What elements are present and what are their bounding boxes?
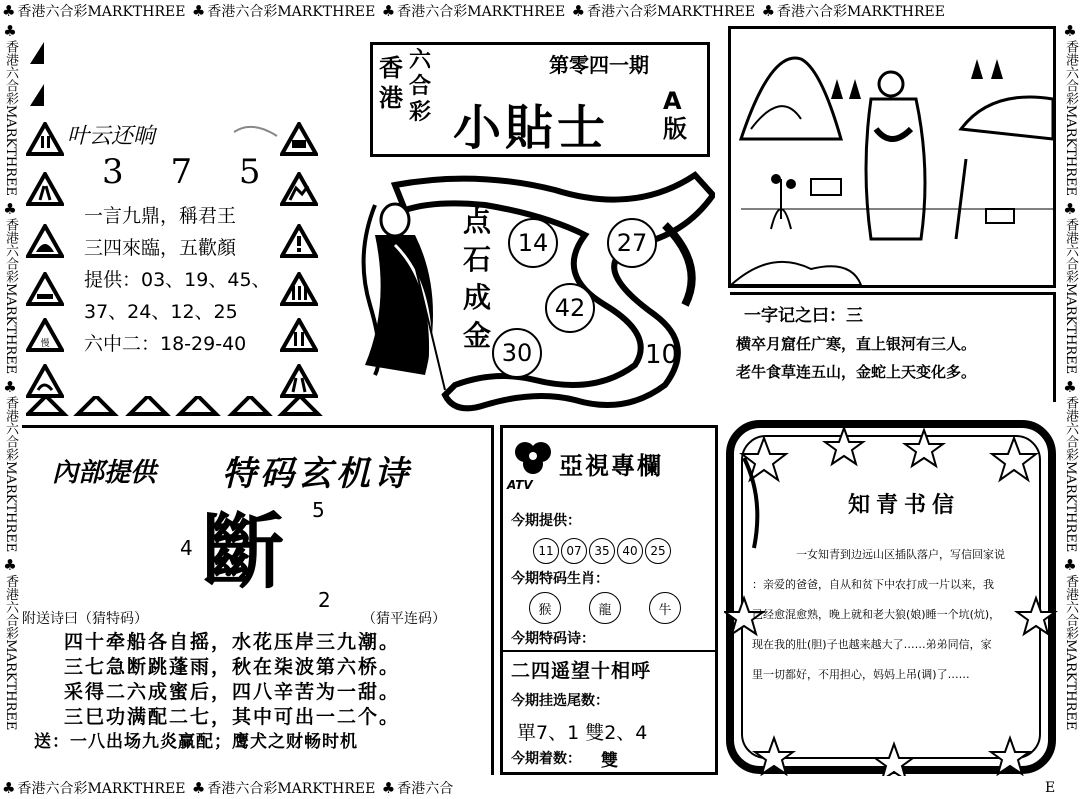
svg-text:慢: 慢 [40, 339, 50, 349]
letter-panel [724, 418, 1058, 776]
poem-lines [34, 630, 400, 755]
tips-panel [22, 24, 322, 419]
golden-stone-title: 点 石 成 金 [463, 205, 492, 352]
poem-big-char: 斷 [202, 505, 285, 600]
edition-label: A版 [663, 87, 687, 143]
letter-title: 知青书信 [848, 493, 961, 518]
tips-line: 提供：03、19、45、 [84, 269, 271, 291]
club-icon: ♣ [761, 2, 776, 20]
atv-tail-values: 單7、1 雙2、4 [517, 722, 648, 744]
tips-line: 六中二：18-29-40 [84, 333, 247, 355]
tips-lines [84, 200, 271, 360]
zodiac-badge: 猴 [529, 592, 561, 624]
poem-line: 三七急断跳蓬雨，秋在柒波第六桥。 [64, 656, 401, 678]
border-text: 香港六合彩MARKTHREE [1063, 396, 1078, 553]
poem-header-left: 內部提供 [52, 458, 157, 488]
lucky-number-circle: 27 [607, 218, 657, 268]
border-bottom [0, 777, 1080, 799]
border-text: 香港六合彩MARKTHREE [3, 574, 18, 731]
one-word-line: 横卒月窟任广寒，直上银河有三人。 [736, 335, 977, 353]
club-icon: ♣ [1, 200, 19, 219]
club-icon: ♣ [1, 556, 19, 575]
border-text: 香港六合彩MARKTHREE [3, 396, 18, 553]
border-text: 香港六合彩MARKTHREE [207, 4, 376, 20]
club-icon: ♣ [1, 378, 19, 397]
letter-line: 已经愈混愈熟，晚上就和老大狼(娘)睡一个坑(炕)， [752, 608, 1001, 621]
club-icon: ♣ [191, 2, 206, 20]
golden-stone-panel [335, 165, 715, 420]
narrow-road-sign-icon [26, 122, 64, 156]
handwritten-title: 叶云还晌 [67, 124, 156, 149]
lucky-number-circle: 14 [508, 218, 558, 268]
lucky-number: 10 [645, 340, 679, 370]
exclamation-sign-icon [280, 224, 318, 258]
letter-line: ：亲爱的爸爸，自从和贫下中农打成一片以来，我 [752, 578, 994, 591]
border-text: 香港六合彩MARKTHREE [1063, 218, 1078, 375]
provide-number: 35 [589, 538, 615, 564]
border-text: 香港六合彩MARKTHREE [1063, 574, 1078, 731]
atv-zodiacs [529, 592, 709, 624]
one-word-title: 一字记之曰：三 [744, 306, 863, 326]
tips-line: 一言九鼎，稱君王 [84, 205, 237, 227]
letter-line: 一女知青到边远山区插队落户，写信回家说 [796, 548, 1005, 561]
border-top [0, 0, 1080, 22]
border-text: 香港六合彩MARKTHREE [3, 218, 18, 375]
lane-sign-icon [280, 364, 318, 398]
border-text: 香港六合彩MARKTHREE [17, 781, 186, 797]
river-illustration [335, 165, 715, 420]
border-text: 香港六合彩MARKTHREE [3, 40, 18, 196]
provide-number: 11 [533, 538, 559, 564]
traffic-car-sign-icon [280, 122, 318, 156]
club-icon: ♣ [2, 2, 16, 20]
poem-caption-left: 附送诗曰（猜特码） [22, 611, 148, 627]
border-text: 香港六合彩MARKTHREE [1063, 40, 1078, 196]
lucky-number-circle: 42 [545, 283, 595, 333]
corner-letter: E [1045, 780, 1056, 796]
border-left [0, 22, 20, 777]
club-icon: ♣ [1061, 556, 1079, 575]
club-icon: ♣ [1, 22, 19, 40]
poem-number: 4 [180, 536, 193, 560]
partial-sign-icon [26, 34, 66, 114]
atv-logo-text: ATV [507, 478, 533, 492]
lane-split-sign-icon [280, 318, 318, 352]
masthead-title: 小貼士 [453, 100, 610, 156]
poem-number: 5 [312, 498, 325, 522]
poem-line: 四十牵船各自摇，水花压岸三九潮。 [64, 631, 401, 653]
one-word-line: 老牛食草连五山，金蛇上天变化多。 [736, 363, 977, 381]
tips-line: 37、24、12、25 [84, 301, 238, 323]
one-word-panel [730, 292, 1056, 402]
poem-header-right: 特码玄机诗 [222, 454, 412, 494]
masthead [370, 42, 710, 157]
atv-poem: 二四遥望十相呼 [511, 660, 652, 682]
atv-poem-label: 今期特码诗： [511, 631, 595, 647]
poem-panel [22, 425, 494, 775]
atv-provide-label: 今期提供： [511, 513, 581, 529]
club-icon: ♣ [1061, 378, 1079, 397]
club-icon: ♣ [191, 779, 206, 797]
letter-line: 里一切都好，不用担心，妈妈上吊(调)了…… [752, 668, 970, 681]
hill-sign-icon [26, 272, 64, 306]
tunnel-sign-icon [280, 172, 318, 206]
scene-illustration-panel [728, 26, 1056, 288]
warrior-illustration [731, 29, 1053, 285]
lucky-number-circle: 30 [492, 328, 542, 378]
provide-number: 07 [561, 538, 587, 564]
atv-tail-label: 今期挂选尾数： [511, 693, 609, 709]
issue-number: 第零四一期 [549, 53, 649, 77]
atv-title: 亞視專欄 [559, 452, 663, 480]
club-icon: ♣ [381, 2, 396, 20]
zodiac-badge: 牛 [649, 592, 681, 624]
logo-right: 六 合 彩 [409, 47, 432, 125]
border-text: 香港六合彩MARKTHREE [397, 4, 566, 20]
bottom-sign-row [26, 396, 326, 416]
atv-provide-numbers [533, 538, 673, 564]
atv-panel [500, 425, 718, 775]
provide-number: 40 [617, 538, 643, 564]
club-icon: ♣ [1061, 22, 1079, 40]
letter-body [752, 548, 1042, 682]
poem-line: 采得二六成蜜后，四八辛苦为一甜。 [64, 681, 401, 703]
logo-left: 香 港 [379, 53, 403, 112]
border-text: 香港六合彩MARKTHREE [207, 781, 376, 797]
slow-sign-icon [26, 318, 64, 352]
club-icon: ♣ [571, 2, 586, 20]
club-icon: ♣ [1061, 200, 1079, 219]
slope-sign-icon [26, 224, 64, 258]
letter-line: 现在我的肚(胆)子也越来越大了……弟弟同信，家 [752, 638, 992, 651]
atv-zodiac-label: 今期特码生肖： [511, 571, 609, 587]
zodiac-badge: 龍 [589, 592, 621, 624]
atv-logo-icon [511, 436, 555, 476]
poem-line: 送：一八出场九炎赢配；鹰犬之财畅时机 [34, 732, 358, 752]
club-icon: ♣ [2, 779, 16, 797]
border-text: 香港六合 [397, 781, 454, 797]
border-text: 香港六合彩MARKTHREE [777, 4, 945, 20]
club-icon: ♣ [381, 779, 396, 797]
handwritten-numbers: 3 7 5 [102, 152, 279, 192]
lane-sign-icon [280, 272, 318, 306]
atv-bet-label: 今期着数： [511, 751, 581, 767]
border-text: 香港六合彩MARKTHREE [587, 4, 756, 20]
swirl-mark [232, 122, 282, 142]
poem-line: 三巳功满配二七，其中可出一二个。 [64, 706, 401, 728]
poem-number: 2 [318, 588, 331, 612]
provide-number: 25 [645, 538, 671, 564]
tips-line: 三四來臨，五歡顏 [84, 237, 237, 259]
slippery-sign-icon [26, 364, 64, 398]
poem-caption-right: （猜平连码） [362, 611, 446, 627]
border-right [1060, 22, 1080, 777]
border-text: 香港六合彩MARKTHREE [17, 4, 186, 20]
road-merge-sign-icon [26, 172, 64, 206]
atv-bet-value: 雙 [601, 751, 618, 771]
